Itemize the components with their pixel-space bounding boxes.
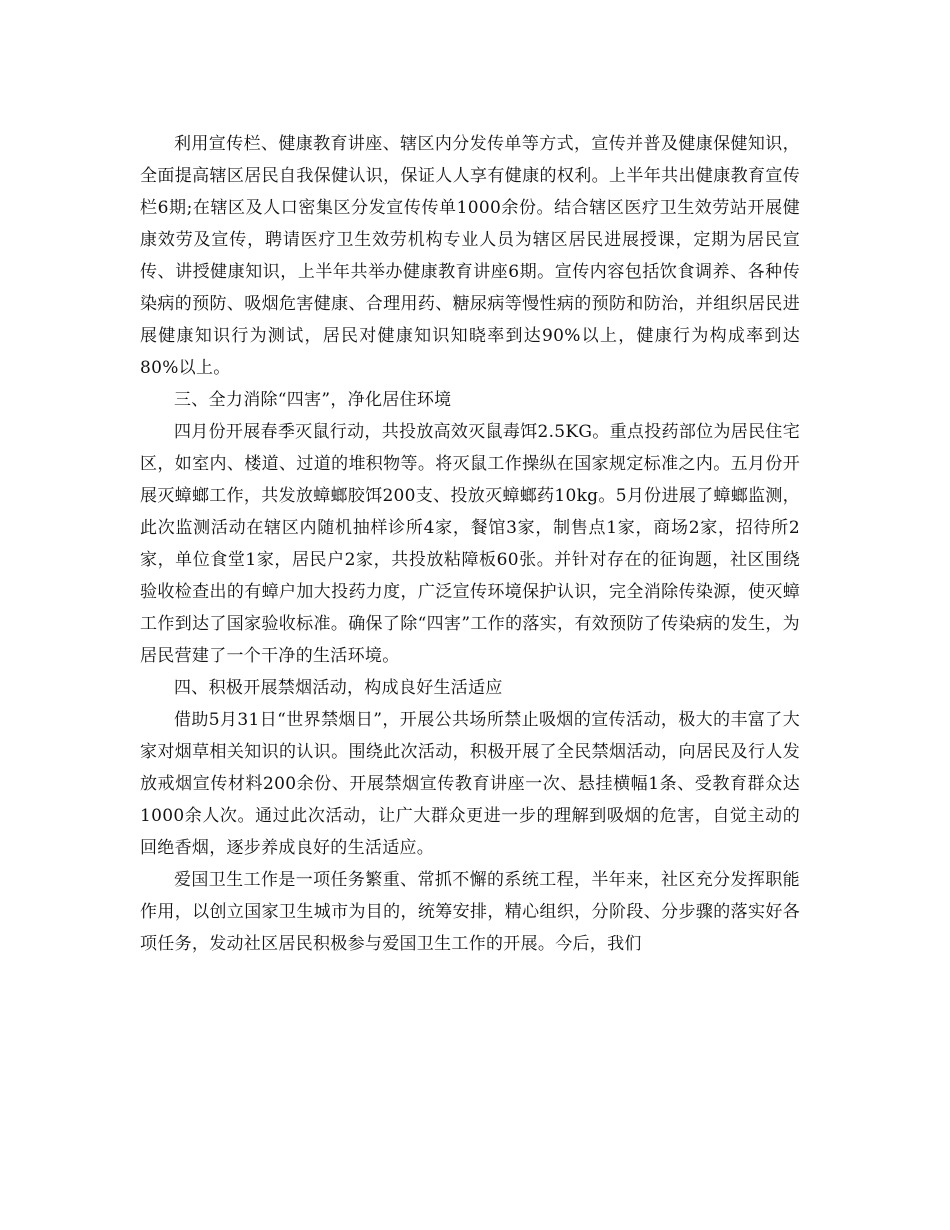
paragraph-summary: 爱国卫生工作是一项任务繁重、常抓不懈的系统工程，半年来，社区充分发挥职能作用，以创立国家卫生城市为目的，统筹安排，精心组织，分阶段、分步骤的落实好各项任务，发动社区居民积极参与爱国卫生工作的开展。今后，我们: [140, 870, 800, 954]
section-heading-no-smoking: 四、积极开展禁烟活动，构成良好生活适应: [174, 678, 503, 698]
section-heading-pest-control: 三、全力消除“四害”，净化居住环境: [174, 390, 452, 410]
paragraph-no-smoking: 借助5月31日“世界禁烟日”，开展公共场所禁止吸烟的宣传活动，极大的丰富了大家对烟草相关知识的认识。围绕此次活动，积极开展了全民禁烟活动，向居民及行人发放戒烟宣传材料200余份、开展禁烟宣传教育讲座一次、悬挂横幅1条、受教育群众达1000余人次。通过此次活动，让广大群众更进一步的理解到吸烟的危害，自觉主动的回绝香烟，逐步养成良好的生活适应。: [140, 710, 800, 858]
document-page: [140, 128, 800, 960]
paragraph-pest-control: 四月份开展春季灭鼠行动，共投放高效灭鼠毒饵2.5KG。重点投药部位为居民住宅区，如室内、楼道、过道的堆积物等。将灭鼠工作操纵在国家规定标准之内。五月份开展灭蟑螂工作，共发放蟑螂胶饵200支、投放灭蟑螂药10kg。5月份进展了蟑螂监测，此次监测活动在辖区内随机抽样诊所4家，餐馆3家，制售点1家，商场2家，招待所2家，单位食堂1家，居民户2家，共投放粘障板60张。并针对存在的征询题，社区围绕验收检查出的有蟑户加大投药力度，广泛宣传环境保护认识，完全消除传染源，使灭蟑工作到达了国家验收标准。确保了除“四害”工作的落实，有效预防了传染病的发生，为居民营建了一个干净的生活环境。: [140, 422, 800, 666]
paragraph-health-education: 利用宣传栏、健康教育讲座、辖区内分发传单等方式，宣传并普及健康保健知识，全面提高辖区居民自我保健认识，保证人人享有健康的权利。上半年共出健康教育宣传栏6期;在辖区及人口密集区分发宣传传单1000余份。结合辖区医疗卫生效劳站开展健康效劳及宣传，聘请医疗卫生效劳机构专业人员为辖区居民进展授课，定期为居民宣传、讲授健康知识，上半年共举办健康教育讲座6期。宣传内容包括饮食调养、各种传染病的预防、吸烟危害健康、合理用药、糖尿病等慢性病的预防和防治，并组织居民进展健康知识行为测试，居民对健康知识知晓率到达90%以上，健康行为构成率到达80%以上。: [140, 134, 800, 378]
